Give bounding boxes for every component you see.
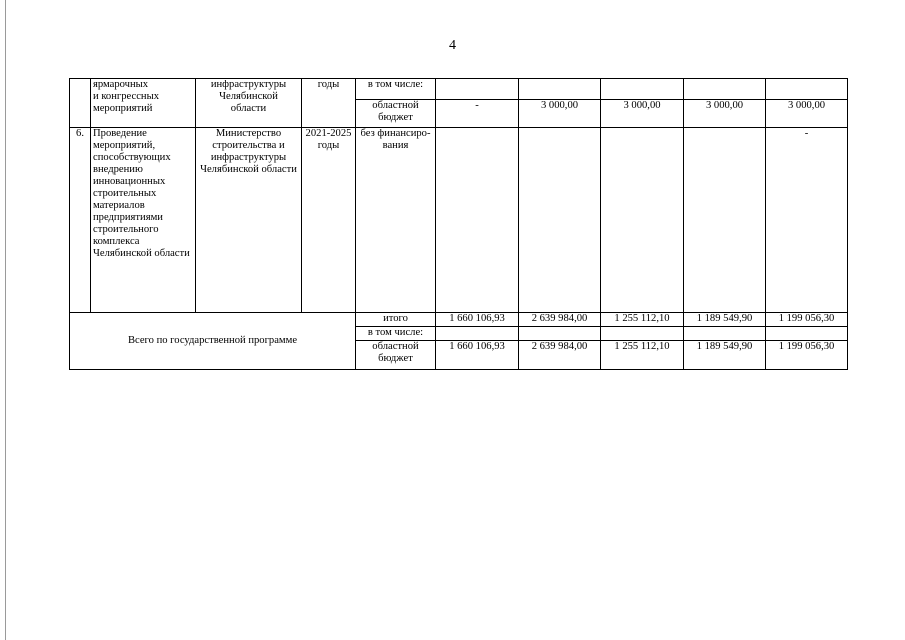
page-number: 4 xyxy=(449,38,456,53)
event-name-line: ярмарочных xyxy=(93,79,149,90)
index-cell xyxy=(70,79,91,128)
value-cell xyxy=(684,128,766,313)
program-total-label: Всего по государственной программе xyxy=(70,313,356,370)
program-table xyxy=(69,78,848,370)
period-cell: годы xyxy=(302,79,356,128)
value-cell xyxy=(436,128,519,313)
source-cell: в том числе: xyxy=(356,79,436,100)
event-name-cell: Проведение мероприятий, способствующих внедрению инновационных строительных материалов предприятиями строительного комплекса Челябинской области xyxy=(91,128,196,313)
value-cell xyxy=(436,327,519,341)
value-cell xyxy=(601,128,684,313)
value-cell: 1 189 549,90 xyxy=(684,341,766,370)
value-cell: 3 000,00 xyxy=(684,100,766,128)
value-cell xyxy=(601,327,684,341)
event-name-line: и конгрессных xyxy=(93,91,159,102)
value-cell: 3 000,00 xyxy=(601,100,684,128)
value-cell: 2 639 984,00 xyxy=(519,341,601,370)
executor-line: области xyxy=(230,103,267,114)
value-cell: 1 199 056,30 xyxy=(766,313,848,327)
value-cell: 3 000,00 xyxy=(766,100,848,128)
executor-cell: Министерство строительства и инфраструктуры Челябинской области xyxy=(196,128,302,313)
value-cell xyxy=(766,327,848,341)
value-cell: 1 255 112,10 xyxy=(601,313,684,327)
executor-line: Челябинской xyxy=(219,91,278,102)
event-name-cell xyxy=(91,79,196,128)
value-cell xyxy=(519,327,601,341)
value-cell: 3 000,00 xyxy=(519,100,601,128)
value-cell: 1 199 056,30 xyxy=(766,341,848,370)
value-cell: - xyxy=(766,128,848,313)
value-cell xyxy=(519,128,601,313)
executor-line: инфраструктуры xyxy=(210,79,287,90)
value-cell: 1 660 106,93 xyxy=(436,313,519,327)
source-cell: областной бюджет xyxy=(356,341,436,370)
value-cell xyxy=(436,79,519,100)
table-row xyxy=(70,79,848,100)
executor-cell xyxy=(196,79,302,128)
value-cell: 1 189 549,90 xyxy=(684,313,766,327)
table-row xyxy=(70,128,848,313)
period-cell: 2021-2025 годы xyxy=(302,128,356,313)
index-cell: 6. xyxy=(70,128,91,313)
value-cell: - xyxy=(436,100,519,128)
scan-edge-line xyxy=(5,0,6,640)
source-cell: областной бюджет xyxy=(356,100,436,128)
value-cell: 1 660 106,93 xyxy=(436,341,519,370)
value-cell: 2 639 984,00 xyxy=(519,313,601,327)
value-cell xyxy=(519,79,601,100)
source-cell: без финансиро-вания xyxy=(356,128,436,313)
event-name-line: мероприятий xyxy=(93,103,153,114)
value-cell xyxy=(601,79,684,100)
value-cell xyxy=(766,79,848,100)
value-cell: 1 255 112,10 xyxy=(601,341,684,370)
value-cell xyxy=(684,327,766,341)
source-cell: итого xyxy=(356,313,436,327)
table-row xyxy=(70,313,848,327)
value-cell xyxy=(684,79,766,100)
source-cell: в том числе: xyxy=(356,327,436,341)
